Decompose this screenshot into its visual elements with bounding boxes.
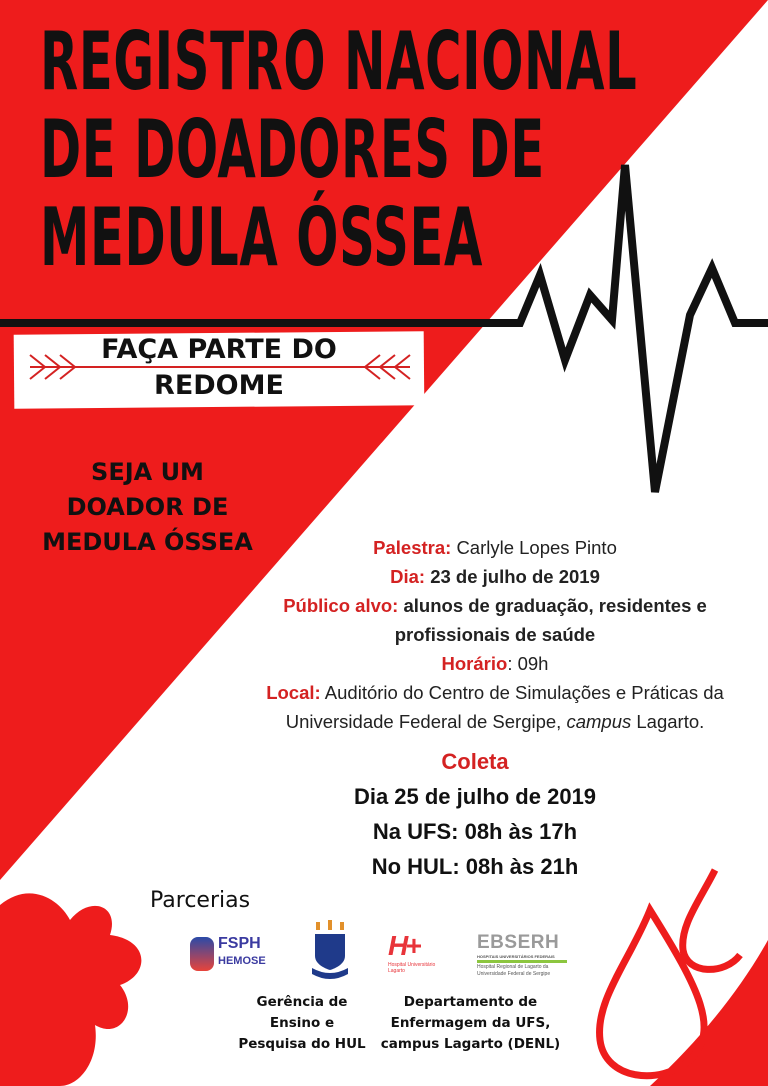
credit-line: Departamento de bbox=[403, 994, 538, 1010]
cta-line: DOADOR DE bbox=[66, 493, 229, 521]
cta-line: SEJA UM bbox=[91, 458, 204, 486]
cta-line: MEDULA ÓSSEA bbox=[42, 528, 253, 556]
hul-logo bbox=[388, 930, 436, 974]
title-line: REGISTRO NACIONAL bbox=[40, 15, 638, 108]
coleta-line: Na UFS: 08h às 17h bbox=[372, 819, 578, 844]
palestra-value: Carlyle Lopes Pinto bbox=[456, 537, 617, 558]
coleta-line: No HUL: 08h às 21h bbox=[371, 854, 579, 879]
hul-subtitle: Hospital Universitário Lagarto bbox=[388, 962, 436, 974]
local-value: Auditório do Centro de Simulações e Práticas da Universidade Federal de Sergipe, bbox=[285, 682, 724, 732]
credit-line: Enfermagem da UFS, bbox=[390, 1015, 551, 1031]
publico-value: alunos de graduação, residentes e profissionais de saúde bbox=[394, 595, 707, 645]
fsph-icon bbox=[190, 937, 214, 971]
credit-line: Pesquisa do HUL bbox=[238, 1036, 366, 1052]
ufs-crest-logo bbox=[310, 920, 350, 980]
ebserh-subtitle: HOSPITAIS UNIVERSITÁRIOS FEDERAIS bbox=[477, 954, 555, 959]
horario-label: Horário bbox=[441, 653, 508, 674]
ebserh-logo bbox=[477, 932, 567, 978]
banner-line: FAÇA PARTE DO bbox=[101, 334, 337, 365]
credit-line: Ensino e bbox=[269, 1015, 335, 1031]
publico-label: Público alvo: bbox=[283, 595, 399, 616]
ebserh-text: EBSERH bbox=[477, 932, 560, 953]
poster-title bbox=[40, 15, 638, 284]
blood-drop-shape bbox=[650, 940, 768, 1086]
credit-denl bbox=[378, 992, 563, 1055]
event-info bbox=[230, 533, 760, 736]
hul-mark: H+ bbox=[388, 930, 419, 961]
credit-line: Gerência de bbox=[256, 994, 348, 1010]
hemose-text: HEMOSE bbox=[218, 955, 266, 967]
dia-label: Dia: bbox=[390, 566, 426, 587]
dia-value: 23 de julho de 2019 bbox=[430, 566, 600, 587]
coleta-line: Dia 25 de julho de 2019 bbox=[353, 784, 597, 809]
parcerias-heading: Parcerias bbox=[150, 888, 251, 913]
title-line: DE DOADORES DE bbox=[40, 103, 545, 196]
paint-splat bbox=[0, 893, 141, 1086]
banner-line: REDOME bbox=[154, 370, 284, 401]
blood-drop-icon bbox=[683, 870, 740, 969]
ebserh-bar bbox=[477, 960, 567, 963]
palestra-label: Palestra: bbox=[373, 537, 452, 558]
coleta-section bbox=[230, 744, 720, 884]
fsph-text: FSPH bbox=[218, 935, 261, 952]
local-campus: campus bbox=[566, 711, 632, 732]
local-end: Lagarto. bbox=[636, 711, 705, 732]
coleta-heading: Coleta bbox=[441, 749, 509, 774]
credit-gep-hul bbox=[232, 992, 372, 1055]
banner-text bbox=[14, 332, 424, 404]
horario-value: : 09h bbox=[507, 653, 549, 674]
title-line: MEDULA ÓSSEA bbox=[40, 191, 484, 284]
local-label: Local: bbox=[266, 682, 321, 703]
credit-line: campus Lagarto (DENL) bbox=[380, 1036, 561, 1052]
ebserh-subtitle-2: Hospital Regional de Lagarto da Universidade Federal de Sergipe bbox=[477, 964, 551, 977]
